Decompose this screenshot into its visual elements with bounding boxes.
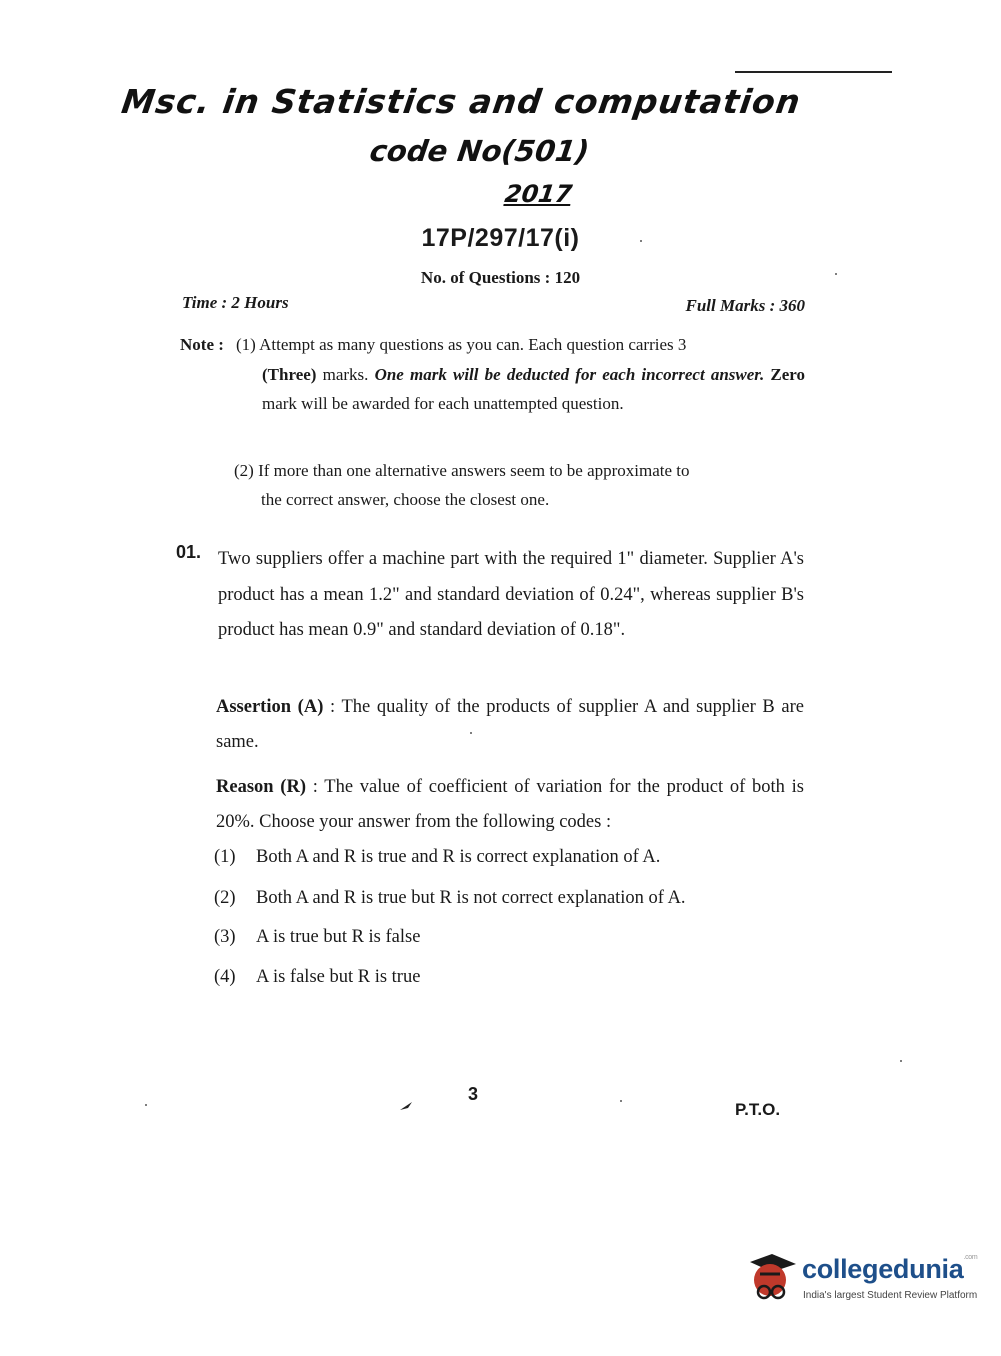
speck [470, 732, 472, 734]
full-marks: Full Marks : 360 [685, 296, 805, 315]
mascot-logo-icon [740, 1250, 800, 1310]
question-number: 01. [176, 542, 202, 562]
page-number: 3 [468, 1084, 479, 1104]
option-2 [214, 888, 804, 909]
note-zero: Zero [770, 364, 806, 384]
note-label: Note : [180, 335, 224, 354]
question-text: Two suppliers offer a machine part with the required 1" diameter. Supplier A's product has a mean 1.2" and standard deviation of 0.24", whereas supplier B's product has mean 0.9" and standard deviation of 0.18". [218, 549, 804, 640]
note-unattempted: mark will be awarded for each unattempted question. [262, 394, 624, 413]
note-item-1-rest [236, 360, 805, 419]
note-deduction: One mark will be deducted for each incorrect answer. [374, 364, 765, 384]
note-marks-text: marks. [316, 364, 375, 384]
handwritten-course-title: Msc. in Statistics and computation [119, 82, 804, 121]
brand-text: collegedunia [802, 1254, 964, 1284]
number-of-questions: No. of Questions : 120 [420, 268, 581, 287]
option-number: (4) [214, 967, 236, 987]
option-4 [214, 967, 804, 988]
note-item-2 [234, 456, 805, 514]
assertion [216, 690, 804, 760]
ink-mark [398, 1100, 414, 1112]
note-item-2-lead: (2) If more than one alternative answers seem to be approximate to [234, 461, 690, 480]
brand-suffix: .com [963, 1254, 978, 1261]
time-allowed: Time : 2 Hours [182, 293, 289, 312]
top-rule [735, 71, 892, 73]
reason-label: Reason (R) [216, 777, 306, 797]
speck [620, 1100, 622, 1102]
option-number: (3) [214, 927, 236, 947]
handwritten-year: 2017 [503, 180, 574, 208]
brand-name [802, 1254, 977, 1285]
note-three: (Three) [262, 364, 317, 384]
note-item-1 [236, 330, 805, 419]
assertion-label: Assertion (A) [216, 697, 324, 717]
reason [216, 770, 804, 840]
option-text: Both A and R is true but R is not correct explanation of A. [256, 888, 686, 908]
paper-code: 17P/297/17(i) [421, 224, 580, 252]
option-text: Both A and R is true and R is correct explanation of A. [256, 847, 661, 867]
option-number: (2) [214, 888, 236, 908]
speck [145, 1104, 147, 1106]
handwritten-code: code No(501) [367, 134, 592, 168]
reason-text: : The value of coefficient of variation for the product of both is 20%. Choose your answer from the following codes : [216, 777, 805, 832]
note-item-2-rest: the correct answer, choose the closest one. [261, 490, 550, 509]
option-1 [214, 847, 804, 868]
speck [900, 1060, 902, 1062]
note-item-1-lead: (1) Attempt as many questions as you can. Each question carries 3 [236, 335, 687, 354]
option-number: (1) [214, 847, 236, 867]
option-text: A is true but R is false [256, 927, 421, 947]
option-text: A is false but R is true [256, 967, 421, 987]
speck [640, 240, 642, 242]
pto-label: P.T.O. [735, 1100, 781, 1119]
speck [835, 273, 837, 275]
brand-tagline: India's largest Student Review Platform [803, 1290, 978, 1301]
assertion-text: : The quality of the products of supplier A and supplier B are same. [216, 697, 804, 752]
collegedunia-watermark[interactable] [740, 1250, 978, 1310]
option-3 [214, 927, 804, 948]
